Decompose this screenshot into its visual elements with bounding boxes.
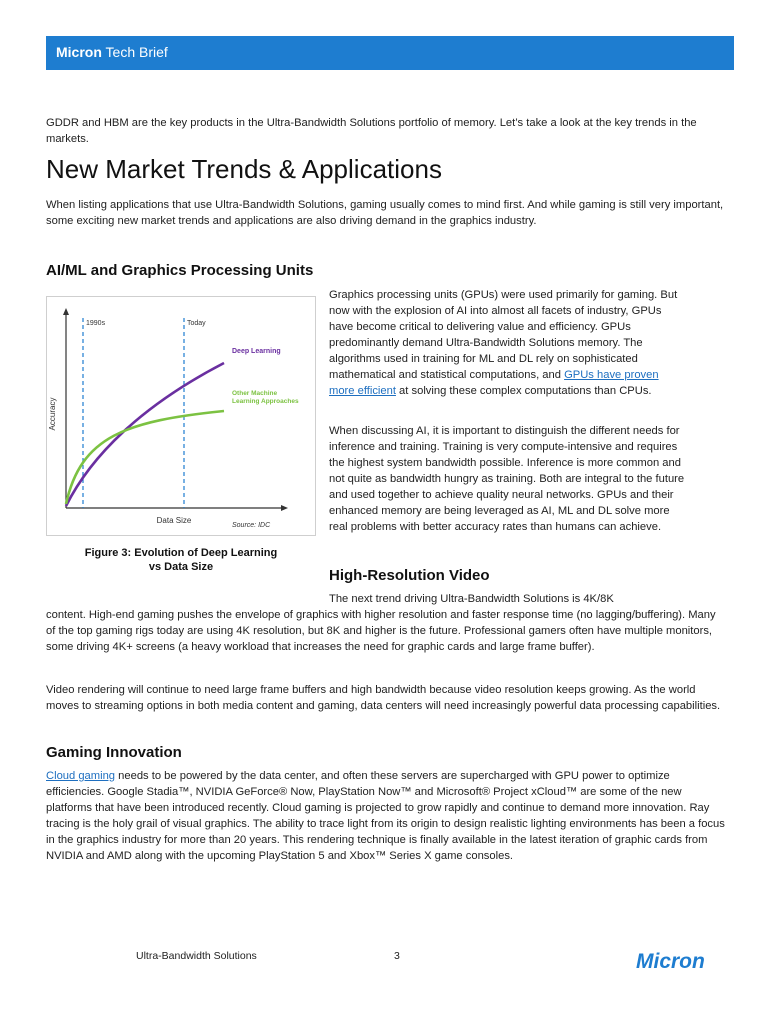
deep-learning-chart xyxy=(46,296,316,536)
y-axis-label: Accuracy xyxy=(48,397,57,431)
header-title: Tech Brief xyxy=(105,44,168,60)
hires-paragraph-1: content. High-end gaming pushes the envelope of graphics with higher resolution and faster response time (no lagging/buffering). Many of the top gaming rigs today are using 4K resolution, but 8K and higher is the future. Professional gamers often have multiple monitors, some driving 4K+ screens (a heavy workload that increases the need for graphic cards and large frame buffer). xyxy=(46,609,716,653)
hires-paragraph-2: Video rendering will continue to need large frame buffers and high bandwidth because video resolution keeps growing. As the world moves to streaming options in both media content and gaming, data centers will need increasingly powerful data processing capabilities. xyxy=(46,684,721,712)
section-intro-paragraph: When listing applications that use Ultra-Bandwidth Solutions, gaming usually comes to mind first. And while gaming is still very important, some exciting new market trends and applications are also driving demand in the graphics industry. xyxy=(46,199,724,227)
header-brand: Micron xyxy=(56,44,102,60)
chart-svg xyxy=(46,296,316,536)
aiml-heading: AI/ML and Graphics Processing Units xyxy=(46,262,314,279)
footer-title: Ultra-Bandwidth Solutions xyxy=(136,950,257,962)
chart-source: Source: IDC xyxy=(232,522,271,529)
section-title: New Market Trends & Applications xyxy=(46,154,442,184)
figure-caption xyxy=(46,546,316,574)
micron-logo: Micron xyxy=(636,950,705,973)
gaming-paragraph xyxy=(46,768,726,864)
aiml-p1-text-a: Graphics processing units (GPUs) were used primarily for gaming. But now with the explosion of AI into almost all facets of industry, GPUs have become critical to delivering value and efficiency. GPUs predominantly demand Ultra-Bandwidth Solutions memory. The algorithms used in training for ML and DL rely on sophisticated mathematical and statistical computations, and xyxy=(329,289,678,381)
hires-heading: High-Resolution Video xyxy=(329,567,490,584)
gpus-efficient-link[interactable]: GPUs have proven more efficient xyxy=(329,369,659,397)
marker-today-label: Today xyxy=(187,320,206,327)
header-bar xyxy=(46,36,734,70)
gaming-heading: Gaming Innovation xyxy=(46,744,182,761)
aiml-paragraph-2: When discussing AI, it is important to distinguish the different needs for inference and training. Training is very compute-intensive and requires the highest system bandwidth possible. Inference is more common and not quite as bandwidth hungry as training. Both are integral to the future and used together to achieve quality neural networks. GPUs and their enhanced memory are being leveraged as AI, ML and DL solve more real problems with better accuracy rates than humans can achieve. xyxy=(329,425,685,533)
legend-other-ml-line2: Learning Approaches xyxy=(232,398,299,405)
aiml-p1-text-b: at solving these complex computations than CPUs. xyxy=(395,385,652,397)
caption-line-1: Figure 3: Evolution of Deep Learning xyxy=(84,547,278,559)
legend-deep-learning: Deep Learning xyxy=(232,348,281,355)
marker-1990s-label: 1990s xyxy=(86,320,106,327)
page-number: 3 xyxy=(394,950,400,962)
x-axis-label: Data Size xyxy=(156,516,192,525)
cloud-gaming-link[interactable]: Cloud gaming xyxy=(46,770,116,782)
caption-line-2: vs Data Size xyxy=(148,561,214,573)
aiml-paragraph-1 xyxy=(329,287,687,399)
legend-other-ml-line1: Other Machine xyxy=(232,390,278,397)
gaming-body: needs to be powered by the data center, and often these servers are supercharged with GPU power to optimize efficiencies. Google Stadia™, NVIDIA GeForce® Now, PlayStation Now™ and Microsoft® Project xCloud™ are some of the new platforms that have been introduced recently. Cloud gaming is projected to grow rapidly and continue to demand more innovation. Ray tracing is the holy grail of visual graphics. The ability to trace light from its origin to design realistic lighting environments has been a focus in the graphics industry for more than 20 years. This rendering technique is finally available in the latest iteration of graphic cards from NVIDIA and AMD along with the upcoming PlayStation 5 and Xbox™ Series X game consoles. xyxy=(46,770,725,862)
header-text xyxy=(56,44,168,60)
hires-paragraph-1-first-line: The next trend driving Ultra-Bandwidth Solutions is 4K/8K xyxy=(329,593,614,605)
intro-paragraph: GDDR and HBM are the key products in the Ultra-Bandwidth Solutions portfolio of memory. Let’s take a look at the key trends in the markets. xyxy=(46,117,697,145)
